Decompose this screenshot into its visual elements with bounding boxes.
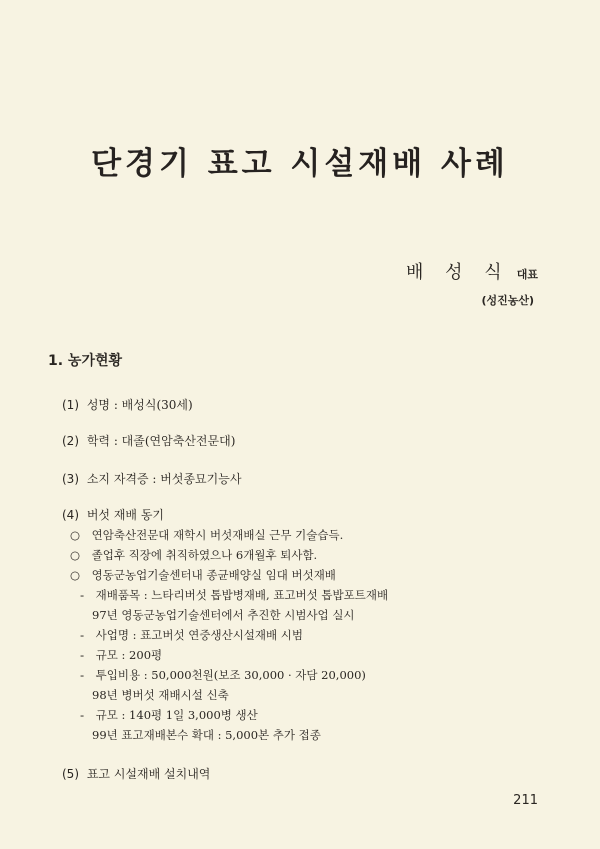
sub-mark: - bbox=[80, 708, 85, 722]
info-item-education bbox=[62, 432, 235, 449]
sub-item-continuation: 99년 표고재배본수 확대 : 5,000본 추가 접종 bbox=[92, 728, 321, 742]
sub-item bbox=[80, 627, 303, 643]
sub-text: 재배품목 : 느타리버섯 톱밥병재배, 표고버섯 톱밥포트재배 bbox=[95, 588, 389, 602]
item-number: (1) bbox=[62, 398, 79, 412]
author-affiliation: (성진농산) bbox=[481, 294, 534, 307]
page-number: 211 bbox=[513, 793, 538, 808]
sub-text: 규모 : 140평 1일 3,000병 생산 bbox=[95, 708, 258, 722]
item-text: 소지 자격증 : 버섯종묘기능사 bbox=[86, 472, 242, 486]
item-number: (4) bbox=[62, 508, 79, 522]
info-item-facilities bbox=[62, 765, 210, 782]
bullet-mark: ○ bbox=[70, 528, 81, 542]
item-text: 학력 : 대졸(연암축산전문대) bbox=[86, 434, 236, 448]
sub-item bbox=[80, 667, 366, 683]
item-number: (3) bbox=[62, 472, 79, 486]
bullet-mark: ○ bbox=[70, 568, 81, 582]
sub-mark: - bbox=[80, 588, 85, 602]
item-number: (2) bbox=[62, 434, 79, 448]
sub-item bbox=[80, 707, 258, 723]
sub-mark: - bbox=[80, 648, 85, 662]
info-item-motivation bbox=[62, 506, 164, 523]
author-block bbox=[406, 258, 538, 308]
sub-item bbox=[80, 647, 162, 663]
bullet-text: 연암축산전문대 재학시 버섯재배실 근무 기술습득. bbox=[91, 528, 344, 542]
bullet-item bbox=[70, 527, 343, 543]
info-item-name bbox=[62, 396, 193, 413]
bullet-text: 졸업후 직장에 취직하였으나 6개월후 퇴사함. bbox=[91, 548, 318, 562]
page-title: 단경기 표고 시설재배 사례 bbox=[91, 146, 509, 182]
sub-item-continuation: 98년 병버섯 재배시설 신축 bbox=[92, 688, 229, 702]
sub-text: 투입비용 : 50,000천원(보조 30,000 · 자담 20,000) bbox=[95, 668, 366, 682]
item-text: 버섯 재배 동기 bbox=[86, 508, 165, 522]
bullet-item bbox=[70, 547, 317, 563]
section-heading: 1. 농가현황 bbox=[48, 353, 123, 369]
bullet-text: 영동군농업기술센터내 종균배양실 임대 버섯재배 bbox=[91, 568, 336, 582]
author-role: 대표 bbox=[516, 268, 538, 281]
item-text: 표고 시설재배 설치내역 bbox=[86, 767, 211, 781]
bullet-item bbox=[70, 567, 336, 583]
sub-mark: - bbox=[80, 668, 85, 682]
item-number: (5) bbox=[62, 767, 79, 781]
sub-item bbox=[80, 587, 388, 603]
item-text: 성명 : 배성식(30세) bbox=[86, 398, 193, 412]
sub-item-continuation: 97년 영동군농업기술센터에서 추진한 시범사업 실시 bbox=[92, 608, 355, 622]
info-item-certification bbox=[62, 470, 241, 487]
sub-text: 규모 : 200평 bbox=[95, 648, 163, 662]
author-name: 배 성 식 bbox=[406, 262, 510, 283]
sub-mark: - bbox=[80, 628, 85, 642]
sub-text: 사업명 : 표고버섯 연중생산시설재배 시범 bbox=[95, 628, 304, 642]
bullet-mark: ○ bbox=[70, 548, 81, 562]
